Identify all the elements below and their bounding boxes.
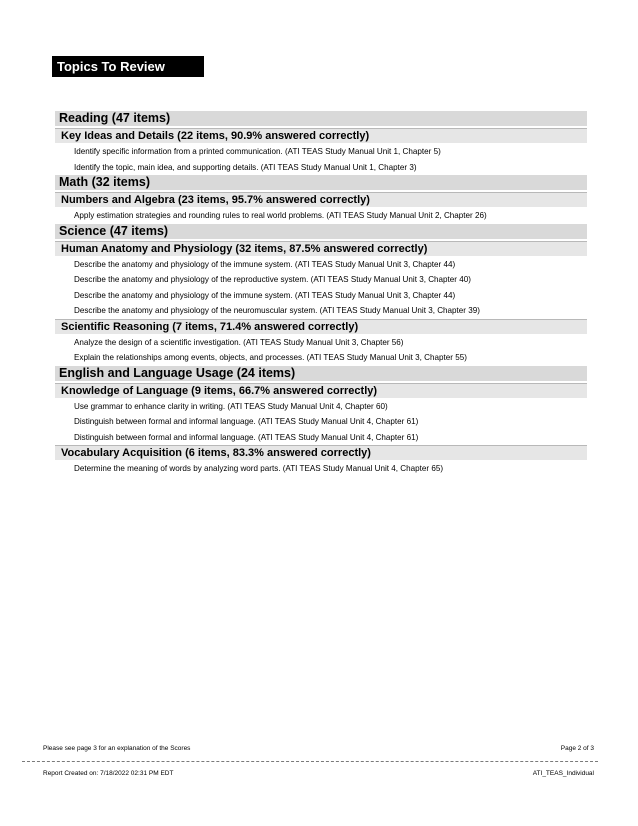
domain-header: Reading (47 items) [55,111,587,126]
page-number: Page 2 of 3 [560,745,594,752]
topic-item: Distinguish between formal and informal language. (ATI TEAS Study Manual Unit 4, Chapter 61) [74,432,419,442]
footer-divider [22,761,598,762]
topic-item: Describe the anatomy and physiology of the reproductive system. (ATI TEAS Study Manual Unit 3, Chapter 40) [74,275,471,284]
domain-header: Science (47 items) [55,224,587,239]
subdomain-header: Scientific Reasoning (7 items, 71.4% answered correctly) [55,319,587,334]
topic-item: Describe the anatomy and physiology of the immune system. (ATI TEAS Study Manual Unit 3, Chapter 44) [74,290,456,300]
subdomain-header: Knowledge of Language (9 items, 66.7% answered correctly) [55,383,587,398]
topic-item: Identify specific information from a printed communication. (ATI TEAS Study Manual Unit 1, Chapter 5) [74,147,441,156]
topic-item: Identify the topic, main idea, and supporting details. (ATI TEAS Study Manual Unit 1, Chapter 3) [74,162,417,172]
topic-item: Analyze the design of a scientific investigation. (ATI TEAS Study Manual Unit 3, Chapter 56) [74,337,404,347]
footer-note: Please see page 3 for an explanation of the Scores [43,745,191,752]
domain-header: Math (32 items) [55,175,587,190]
topic-item: Apply estimation strategies and rounding rules to real world problems. (ATI TEAS Study Manual Unit 2, Chapter 26) [74,211,487,220]
topic-item: Determine the meaning of words by analyzing word parts. (ATI TEAS Study Manual Unit 4, Chapter 65) [74,464,444,473]
section-banner: Topics To Review [52,56,204,77]
topic-item: Use grammar to enhance clarity in writing. (ATI TEAS Study Manual Unit 4, Chapter 60) [74,401,388,411]
subdomain-header: Numbers and Algebra (23 items, 95.7% answered correctly) [55,192,587,207]
topic-item: Explain the relationships among events, objects, and processes. (ATI TEAS Study Manual Unit 3, Chapter 55) [74,353,467,362]
report-identifier: ATI_TEAS_Individual [532,770,594,777]
subdomain-header: Key Ideas and Details (22 items, 90.9% answered correctly) [55,128,587,143]
topic-item: Distinguish between formal and informal language. (ATI TEAS Study Manual Unit 4, Chapter 61) [74,417,419,426]
subdomain-header: Human Anatomy and Physiology (32 items, 87.5% answered correctly) [55,241,587,256]
topic-item: Describe the anatomy and physiology of the neuromuscular system. (ATI TEAS Study Manual Unit 3, Chapter 39) [74,306,480,315]
report-created-date: Report Created on: 7/18/2022 02:31 PM EDT [43,770,174,777]
domain-header: English and Language Usage (24 items) [55,366,587,381]
topic-item: Describe the anatomy and physiology of the immune system. (ATI TEAS Study Manual Unit 3, Chapter 44) [74,259,456,269]
topics-list [55,111,587,477]
subdomain-header: Vocabulary Acquisition (6 items, 83.3% answered correctly) [55,445,587,460]
